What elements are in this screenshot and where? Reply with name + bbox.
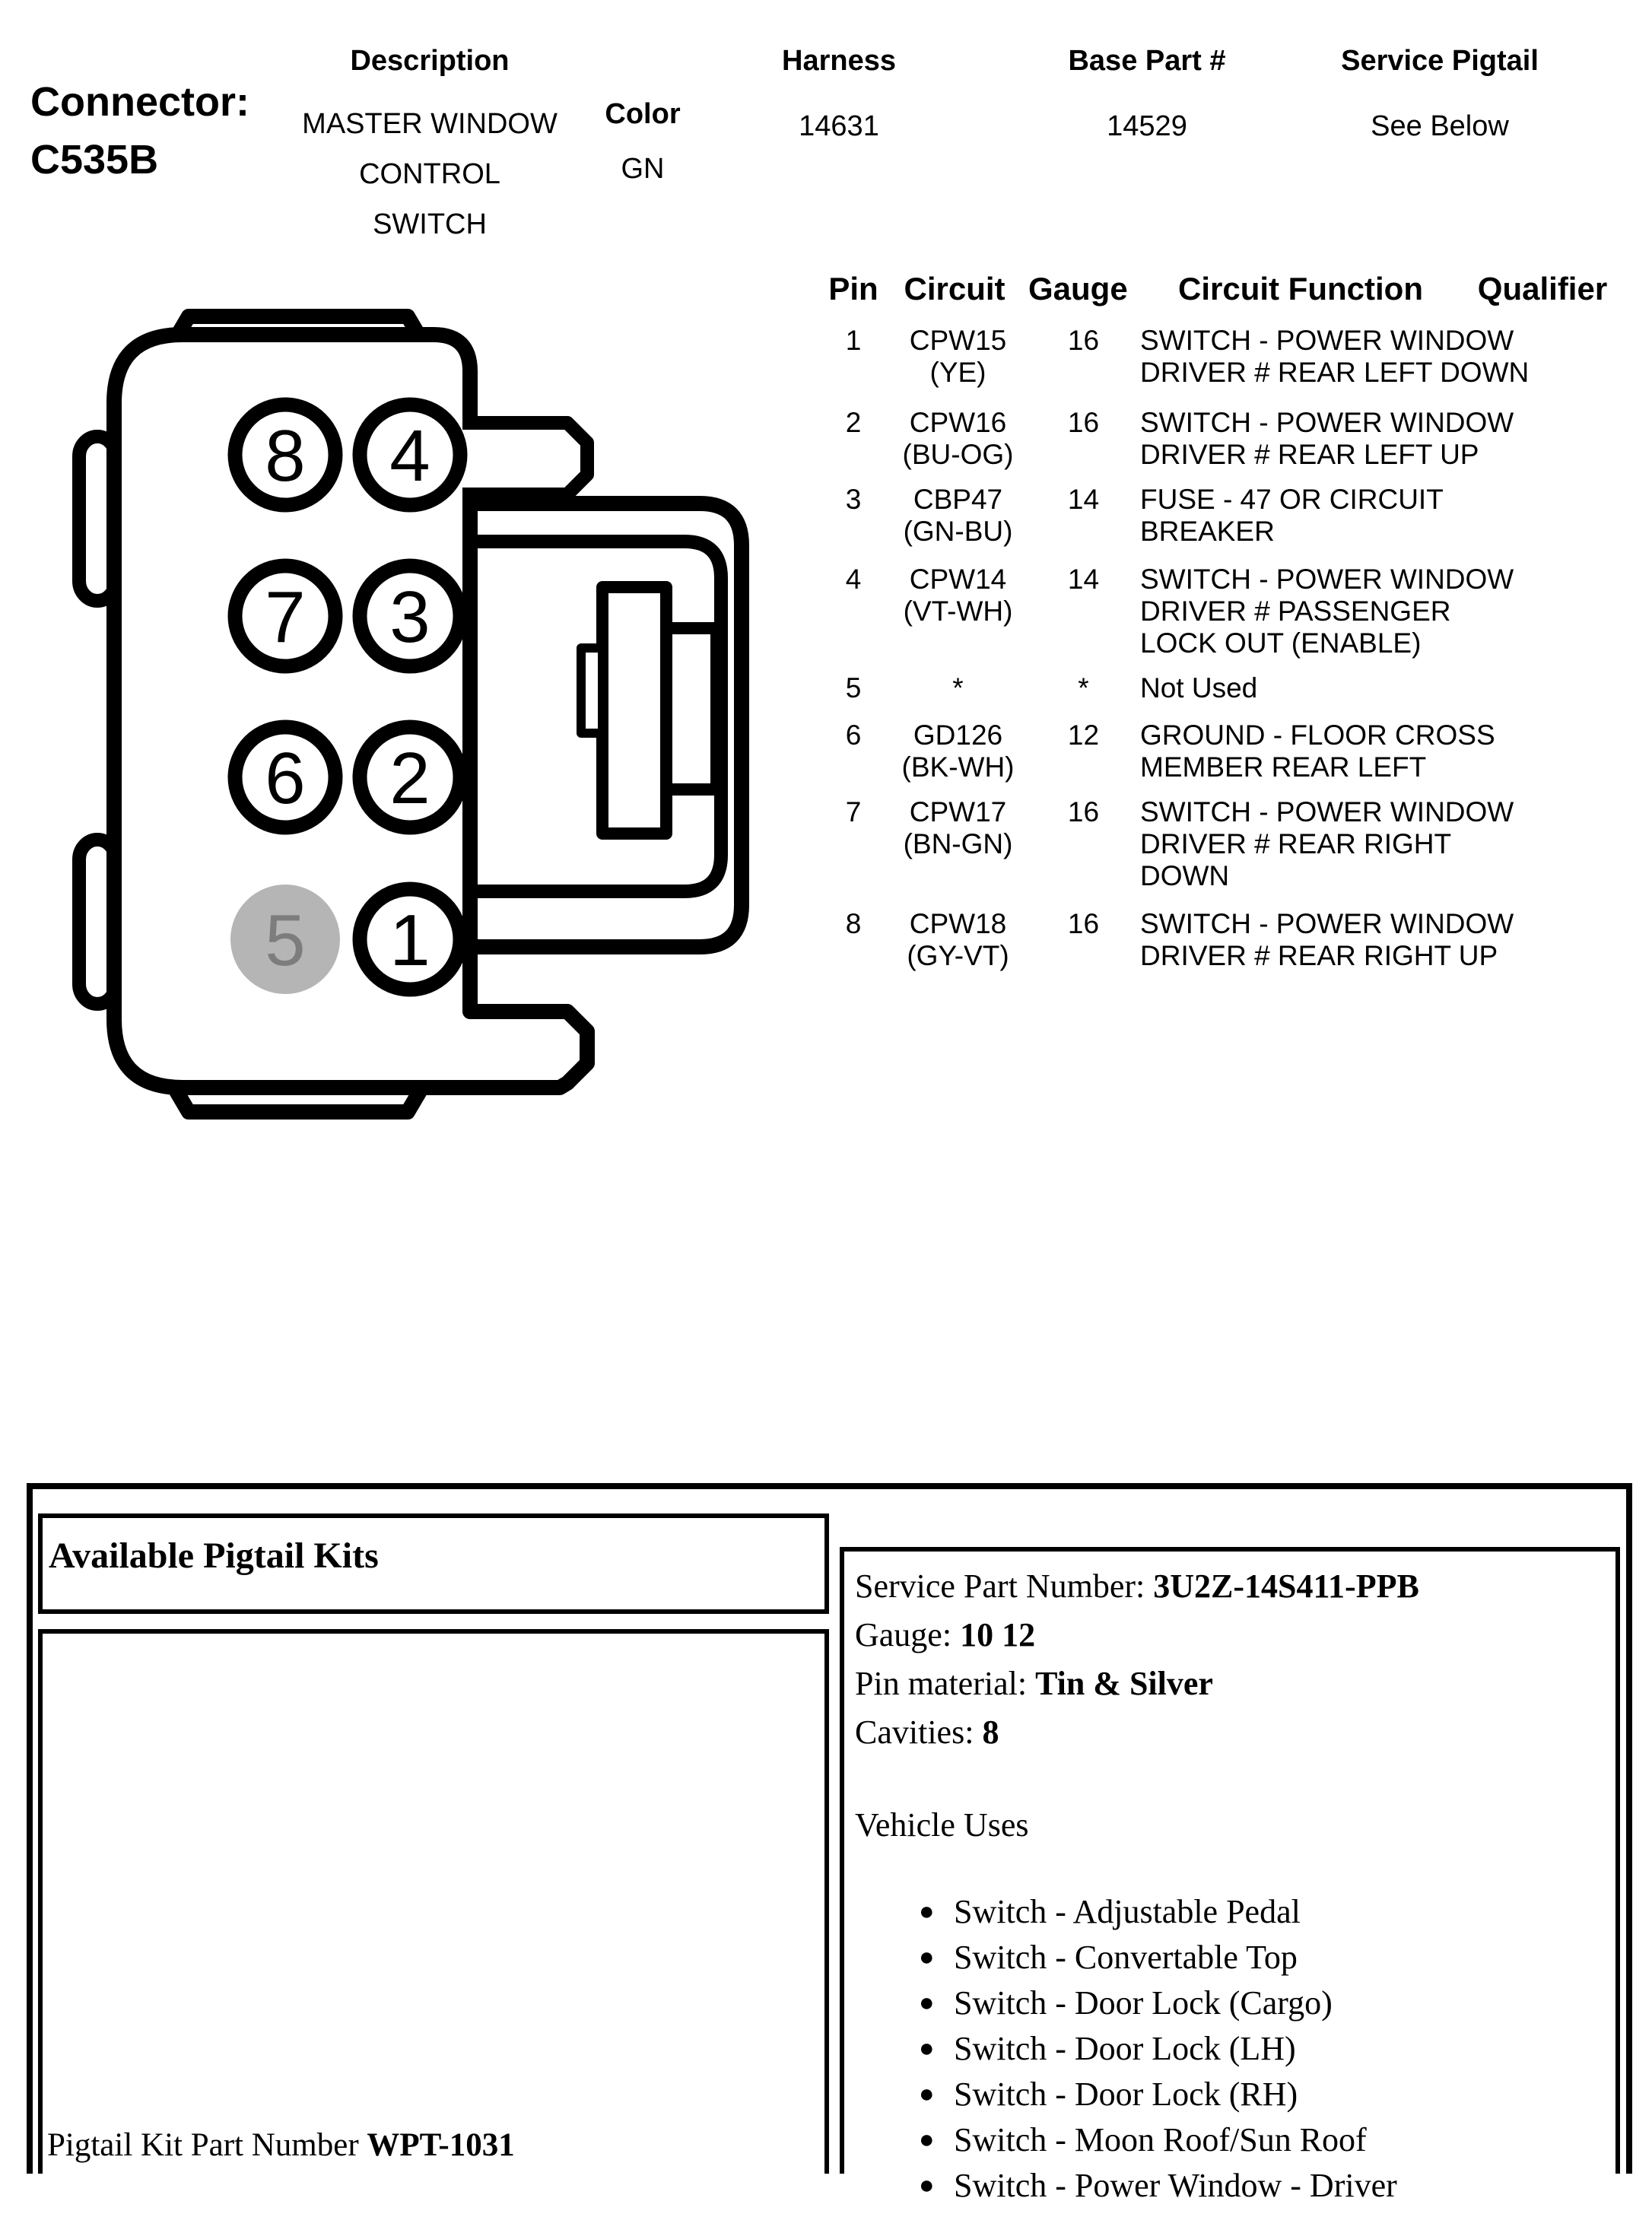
function-line: LOCK OUT (ENABLE) bbox=[1140, 627, 1422, 659]
list-item bbox=[855, 2163, 1615, 2209]
pin-number-5: 5 bbox=[265, 900, 306, 981]
circuit-color: (YE) bbox=[929, 357, 986, 388]
list-item bbox=[855, 1980, 1615, 2026]
description-line2: CONTROL bbox=[359, 158, 500, 190]
vehicle-use-text: Switch - Door Lock (Cargo) bbox=[954, 1984, 1333, 2022]
pigtail-kit-details-panel bbox=[840, 1547, 1620, 2204]
pigtail-kit-part-number bbox=[47, 2126, 515, 2164]
pin-cell: 8 bbox=[845, 908, 862, 939]
gauge-cell: 14 bbox=[1067, 484, 1100, 515]
color-label: Color bbox=[605, 98, 681, 130]
description-line3: SWITCH bbox=[373, 208, 487, 240]
function-line: SWITCH - POWER WINDOW bbox=[1140, 325, 1514, 356]
list-item bbox=[855, 1935, 1615, 1980]
circuit-code: CPW14 bbox=[909, 564, 1007, 595]
detail-value: Tin & Silver bbox=[1035, 1665, 1213, 1702]
circuit-code: CPW15 bbox=[909, 325, 1007, 356]
function-line: SWITCH - POWER WINDOW bbox=[1140, 796, 1514, 827]
list-item bbox=[855, 2072, 1615, 2117]
function-line: DRIVER # REAR RIGHT bbox=[1140, 828, 1452, 859]
bullet-icon: ● bbox=[919, 2080, 935, 2108]
table-row bbox=[827, 672, 1633, 704]
function-line: DOWN bbox=[1140, 860, 1230, 891]
pin-cell: 3 bbox=[845, 484, 862, 515]
pin-cell: 7 bbox=[845, 796, 862, 827]
detail-value: 10 12 bbox=[960, 1616, 1036, 1653]
function-line: FUSE - 47 OR CIRCUIT bbox=[1140, 484, 1444, 515]
function-line: DRIVER # PASSENGER bbox=[1140, 596, 1451, 627]
gauge-cell: 16 bbox=[1067, 325, 1100, 356]
detail-gauge bbox=[855, 1611, 1615, 1660]
kit-part-number-value: WPT-1031 bbox=[367, 2127, 515, 2163]
kit-part-number-label: Pigtail Kit Part Number bbox=[47, 2127, 367, 2163]
table-row bbox=[827, 719, 1633, 783]
latch-inner-rect-2 bbox=[666, 628, 716, 789]
base-part-value: 14529 bbox=[1107, 110, 1187, 142]
detail-label: Gauge: bbox=[855, 1616, 961, 1653]
pin-number-1: 1 bbox=[389, 900, 430, 981]
pin-number-7: 7 bbox=[265, 576, 306, 658]
circuit-color: (BN-GN) bbox=[903, 828, 1013, 859]
detail-label: Pin material: bbox=[855, 1665, 1036, 1702]
pin-number-3: 3 bbox=[389, 576, 430, 658]
description-label: Description bbox=[350, 45, 510, 77]
table-row bbox=[827, 796, 1633, 892]
circuit-code: CBP47 bbox=[913, 484, 1003, 515]
detail-value: 3U2Z-14S411-PPB bbox=[1153, 1567, 1419, 1605]
header-service-pigtail bbox=[1326, 44, 1554, 143]
function-line: SWITCH - POWER WINDOW bbox=[1140, 407, 1514, 438]
vehicle-uses-list bbox=[855, 1889, 1615, 2209]
circuit-cell bbox=[880, 719, 1036, 783]
vehicle-uses-title: Vehicle Uses bbox=[855, 1806, 1029, 1844]
gauge-cell: 16 bbox=[1067, 908, 1100, 939]
bullet-icon: ● bbox=[919, 1898, 935, 1926]
detail-value: 8 bbox=[982, 1714, 999, 1751]
function-line: GROUND - FLOOR CROSS bbox=[1140, 719, 1495, 751]
vehicle-use-text: Switch - Moon Roof/Sun Roof bbox=[954, 2121, 1367, 2158]
function-cell bbox=[1140, 796, 1596, 892]
col-header-pin: Pin bbox=[828, 271, 878, 307]
table-row bbox=[827, 325, 1633, 389]
harness-label: Harness bbox=[782, 45, 896, 77]
base-part-label: Base Part # bbox=[1068, 45, 1226, 77]
pigtail-kits-title: Available Pigtail Kits bbox=[49, 1536, 379, 1576]
function-line: SWITCH - POWER WINDOW bbox=[1140, 564, 1514, 595]
table-row bbox=[827, 407, 1633, 471]
latch-inner-rect bbox=[602, 587, 666, 834]
detail-label: Cavities: bbox=[855, 1714, 983, 1751]
bullet-icon: ● bbox=[919, 1943, 935, 1971]
col-header-circuit: Circuit bbox=[904, 271, 1005, 307]
function-line: DRIVER # REAR LEFT DOWN bbox=[1140, 357, 1530, 388]
bullet-icon: ● bbox=[919, 1989, 935, 2017]
detail-cavities bbox=[855, 1708, 1615, 1757]
circuit-color: (VT-WH) bbox=[903, 596, 1013, 627]
color-value: GN bbox=[621, 153, 665, 185]
pin-number-4: 4 bbox=[389, 415, 430, 497]
bullet-icon: ● bbox=[919, 2126, 935, 2154]
bullet-icon: ● bbox=[919, 2034, 935, 2063]
gauge-cell: 16 bbox=[1067, 796, 1100, 827]
function-cell bbox=[1140, 564, 1596, 659]
function-line: MEMBER REAR LEFT bbox=[1140, 751, 1427, 783]
connector-label: Connector: bbox=[30, 79, 249, 125]
header-harness bbox=[725, 44, 953, 143]
function-cell bbox=[1140, 484, 1596, 548]
gauge-cell: * bbox=[1078, 672, 1089, 704]
pin-number-6: 6 bbox=[265, 738, 306, 819]
pin-cell: 6 bbox=[845, 719, 862, 751]
function-line: BREAKER bbox=[1140, 516, 1275, 547]
pin-cell: 4 bbox=[845, 564, 862, 595]
description-line1: MASTER WINDOW bbox=[302, 108, 558, 140]
circuit-color: (GN-BU) bbox=[903, 516, 1013, 547]
circuit-color: (BK-WH) bbox=[901, 751, 1015, 783]
function-line: DRIVER # REAR RIGHT UP bbox=[1140, 940, 1498, 971]
pin-cell: 1 bbox=[845, 325, 862, 356]
bullet-icon: ● bbox=[919, 2171, 935, 2200]
table-row bbox=[827, 908, 1633, 972]
pin-cell: 5 bbox=[845, 672, 862, 704]
pin-number-8: 8 bbox=[265, 415, 306, 497]
connector-id: C535B bbox=[30, 137, 159, 183]
function-cell: Not Used bbox=[1140, 672, 1258, 704]
detail-label: Service Part Number: bbox=[855, 1567, 1154, 1605]
service-pigtail-value: See Below bbox=[1371, 110, 1509, 142]
circuit-cell bbox=[880, 484, 1036, 548]
vehicle-use-text: Switch - Door Lock (RH) bbox=[954, 2076, 1298, 2113]
pin-number-2: 2 bbox=[389, 738, 430, 819]
latch-inner-tab bbox=[581, 648, 602, 733]
table-row bbox=[827, 564, 1633, 659]
function-line: DRIVER # REAR LEFT UP bbox=[1140, 439, 1479, 470]
col-header-gauge: Gauge bbox=[1028, 271, 1128, 307]
connector-face-diagram bbox=[68, 304, 768, 1126]
vehicle-use-text: Switch - Door Lock (LH) bbox=[954, 2030, 1296, 2067]
gauge-cell: 16 bbox=[1067, 407, 1100, 438]
header-base-part bbox=[1033, 44, 1261, 143]
col-header-qualifier: Qualifier bbox=[1477, 271, 1608, 307]
list-item bbox=[855, 2117, 1615, 2163]
function-cell bbox=[1140, 719, 1596, 783]
circuit-cell: * bbox=[952, 672, 964, 704]
circuit-cell bbox=[880, 407, 1036, 471]
table-row bbox=[827, 484, 1633, 548]
service-pigtail-label: Service Pigtail bbox=[1341, 45, 1539, 77]
circuit-code: CPW17 bbox=[909, 796, 1007, 827]
gauge-cell: 12 bbox=[1067, 719, 1100, 751]
pin-cell: 2 bbox=[845, 407, 862, 438]
circuit-color: (GY-VT) bbox=[907, 940, 1009, 971]
detail-service-part-number bbox=[855, 1562, 1615, 1611]
vehicle-use-text: Switch - Adjustable Pedal bbox=[954, 1893, 1301, 1930]
function-line: SWITCH - POWER WINDOW bbox=[1140, 908, 1514, 939]
vehicle-use-text: Switch - Power Window - Driver bbox=[954, 2167, 1397, 2204]
col-header-circuit-function: Circuit Function bbox=[1178, 271, 1423, 307]
header-description bbox=[266, 44, 593, 249]
circuit-color: (BU-OG) bbox=[902, 439, 1014, 470]
circuit-code: GD126 bbox=[913, 719, 1003, 751]
harness-value: 14631 bbox=[799, 110, 879, 142]
function-cell bbox=[1140, 908, 1596, 972]
circuit-cell bbox=[880, 564, 1036, 627]
function-cell bbox=[1140, 407, 1596, 471]
circuit-code: CPW18 bbox=[909, 908, 1007, 939]
vehicle-use-text: Switch - Convertable Top bbox=[954, 1939, 1298, 1976]
gauge-cell: 14 bbox=[1067, 564, 1100, 595]
header-color bbox=[586, 97, 700, 186]
list-item bbox=[855, 2026, 1615, 2072]
list-item bbox=[855, 1889, 1615, 1935]
right-prong-upper bbox=[462, 423, 587, 494]
detail-pin-material bbox=[855, 1660, 1615, 1708]
pigtail-kit-left-panel bbox=[38, 1629, 829, 2174]
connector-title bbox=[30, 73, 249, 189]
circuit-cell bbox=[880, 325, 1036, 389]
circuit-code: CPW16 bbox=[909, 407, 1007, 438]
function-cell bbox=[1140, 325, 1596, 389]
circuit-cell bbox=[880, 908, 1036, 972]
circuit-cell bbox=[880, 796, 1036, 860]
